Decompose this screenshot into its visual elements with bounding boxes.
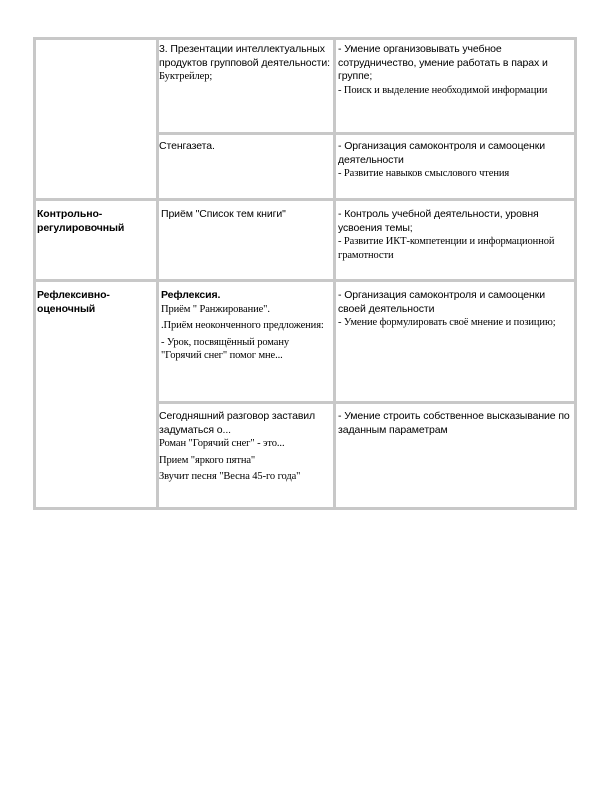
activity-text: Роман "Горячий снег" - это...	[159, 438, 285, 449]
activity-heading: Рефлексия.	[161, 289, 221, 301]
stage-cell	[37, 208, 153, 235]
activity-text: Звучит песня "Весна 45-го года"	[159, 471, 301, 482]
outcome-text: - Умение строить собственное высказывание по заданным параметрам	[338, 410, 570, 436]
stage-label: Контрольно-регулировочный	[37, 208, 125, 234]
outcome-text: - Организация самоконтроля и самооценки деятельности	[338, 140, 546, 166]
activity-text: Приём " Ранжирование".	[161, 303, 270, 315]
outcome-text: - Умение организовывать учебное сотрудничество, умение работать в парах и группе;	[338, 43, 548, 82]
outcome-text: - Контроль учебной деятельности, уровня усвоения темы;	[338, 208, 539, 234]
outcome-text: - Развитие ИКТ-компетенции и информационной грамотности	[338, 236, 555, 261]
activity-text: Буктрейлер;	[159, 71, 213, 82]
activity-cell	[159, 410, 331, 484]
activity-cell	[161, 289, 331, 363]
outcomes-cell	[338, 410, 572, 437]
outcome-text: - Развитие навыков смыслового чтения	[338, 168, 510, 179]
stage-cell	[37, 289, 153, 316]
activity-text: - Урок, посвящённый роману "Горячий снег" помог мне...	[161, 336, 290, 361]
outcomes-cell	[338, 43, 572, 97]
outcomes-cell	[338, 289, 572, 330]
table-border-bottom	[33, 507, 577, 510]
outcomes-cell	[338, 208, 572, 262]
activity-text: Приём "Список тем книги"	[161, 208, 286, 220]
activity-text: Сегодняшний разговор заставил задуматься о...	[159, 410, 316, 436]
stage-label: Рефлексивно-оценочный	[37, 289, 110, 315]
activity-cell	[159, 140, 331, 154]
activity-text: .Приём неоконченного предложения:	[161, 320, 324, 331]
table-border-right	[574, 37, 577, 510]
lesson-plan-table	[33, 37, 577, 510]
outcome-text: - Поиск и выделение необходимой информации	[338, 84, 548, 96]
table-row-divider	[157, 401, 577, 404]
table-border-left	[33, 37, 36, 510]
table-row-divider	[33, 198, 577, 201]
table-row-divider	[157, 132, 577, 135]
outcome-text: - Умение формулировать своё мнение и позицию;	[338, 317, 556, 328]
activity-text: 3. Презентации интеллектуальных продуктов групповой деятельности:	[159, 43, 330, 69]
table-column-divider	[333, 37, 336, 510]
activity-cell	[161, 208, 331, 222]
activity-text: Стенгазета.	[159, 140, 215, 152]
table-border-top	[33, 37, 577, 40]
activity-cell	[159, 43, 331, 84]
activity-text: Прием "яркого пятна"	[159, 454, 256, 466]
outcome-text: - Организация самоконтроля и самооценки своей деятельности	[338, 289, 546, 315]
outcomes-cell	[338, 140, 572, 181]
table-row-divider	[33, 279, 577, 282]
